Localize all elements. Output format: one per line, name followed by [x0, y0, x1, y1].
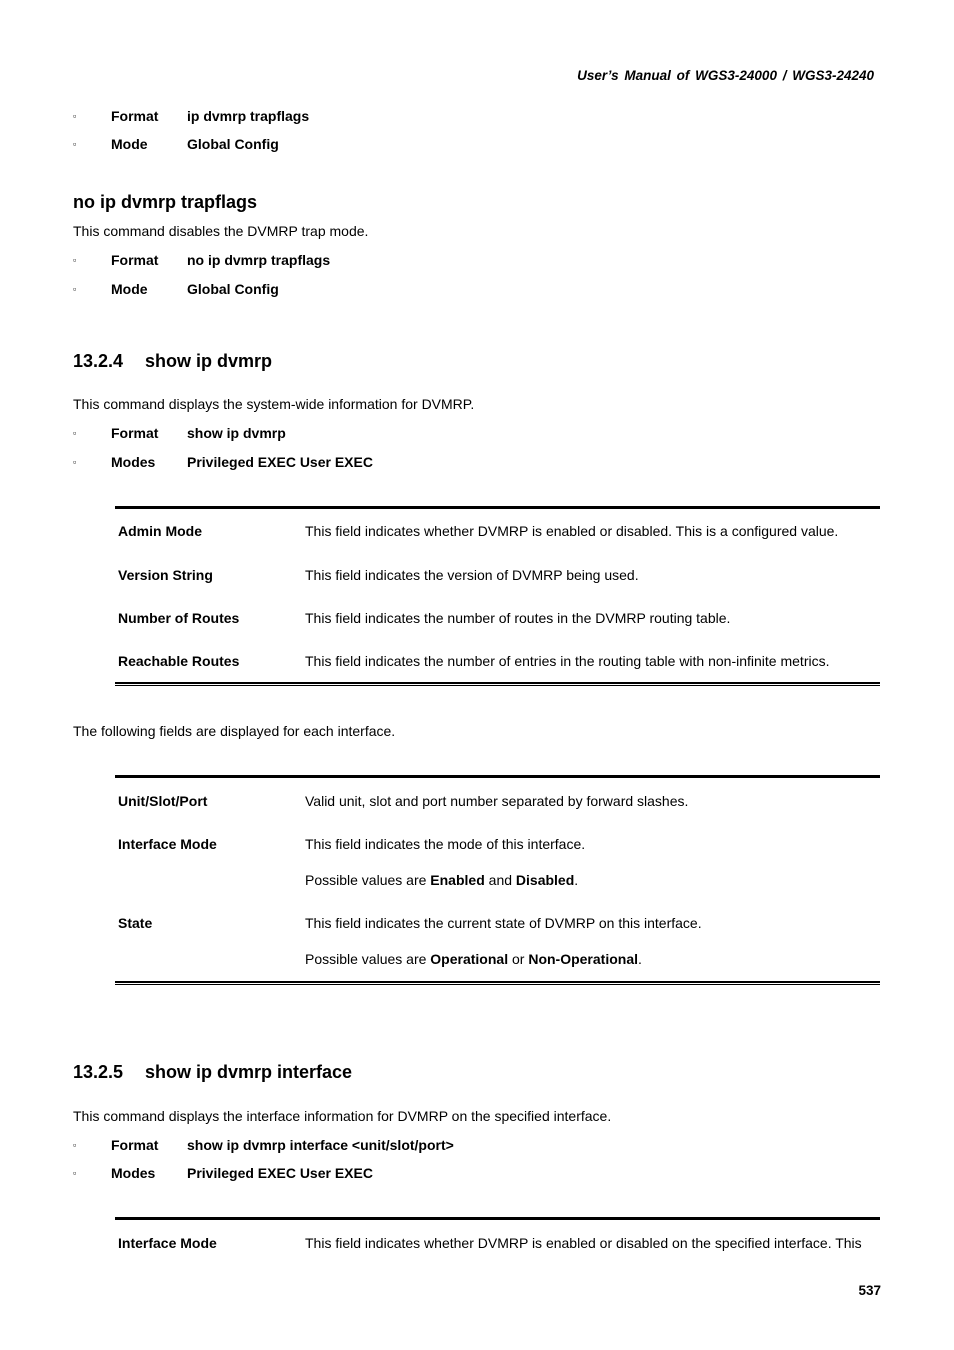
table-top-rule [115, 506, 880, 509]
page-number: 537 [858, 1283, 881, 1298]
bullet-icon: ▫ [73, 255, 77, 265]
mode-label: Mode [111, 281, 148, 297]
table-field-description: This field indicates the current state of DVMRP on this interface. [305, 915, 702, 931]
command-heading: no ip dvmrp trapflags [73, 192, 258, 212]
possible-values: Possible values are Operational or Non-Operational. [305, 951, 642, 967]
mode-value: Global Config [187, 281, 279, 297]
table-field-name: Reachable Routes [118, 653, 240, 669]
format-value: ip dvmrp trapflags [187, 108, 310, 124]
bullet-icon: ▫ [73, 1140, 77, 1150]
section-description: This command displays the interface information for DVMRP on the specified interface. [73, 1108, 612, 1124]
table-field-name: Interface Mode [118, 1235, 217, 1251]
table-top-rule [115, 1217, 880, 1220]
table-field-name: Unit/Slot/Port [118, 793, 208, 809]
bullet-icon: ▫ [73, 1168, 77, 1178]
running-header: User’s Manual of WGS3-24000 / WGS3-24240 [577, 68, 874, 83]
format-label: Format [111, 108, 159, 124]
interface-fields-intro: The following fields are displayed for each interface. [73, 723, 396, 739]
table-top-rule [115, 775, 880, 778]
table-field-name: Admin Mode [118, 523, 202, 539]
table-field-description: Valid unit, slot and port number separated by forward slashes. [305, 793, 689, 809]
table-bottom-rule [115, 682, 880, 686]
bullet-icon: ▫ [73, 457, 77, 467]
section-number: 13.2.4 [73, 351, 124, 371]
format-value: show ip dvmrp interface <unit/slot/port> [187, 1137, 454, 1153]
table-bottom-rule [115, 981, 880, 985]
command-description: This command disables the DVMRP trap mode. [73, 223, 369, 239]
format-label: Format [111, 425, 159, 441]
section-number: 13.2.5 [73, 1062, 124, 1082]
mode-label: Mode [111, 136, 148, 152]
table-field-description: This field indicates whether DVMRP is enabled or disabled on the specified interface. This [305, 1235, 862, 1251]
format-value: no ip dvmrp trapflags [187, 252, 331, 268]
table-field-description: This field indicates the version of DVMRP being used. [305, 567, 639, 583]
modes-label: Modes [111, 454, 156, 470]
table-field-name: Number of Routes [118, 610, 240, 626]
table-field-description: This field indicates the number of routes in the DVMRP routing table. [305, 610, 731, 626]
modes-value: Privileged EXEC User EXEC [187, 454, 373, 470]
section-description: This command displays the system-wide information for DVMRP. [73, 396, 475, 412]
modes-label: Modes [111, 1165, 156, 1181]
bullet-icon: ▫ [73, 111, 77, 121]
table-field-description: This field indicates the number of entries in the routing table with non-infinite metrics. [305, 653, 830, 669]
table-field-name: Version String [118, 567, 213, 583]
bullet-icon: ▫ [73, 428, 77, 438]
format-label: Format [111, 252, 159, 268]
section-heading [73, 1062, 352, 1083]
modes-value: Privileged EXEC User EXEC [187, 1165, 373, 1181]
possible-values: Possible values are Enabled and Disabled. [305, 872, 579, 888]
section-title: show ip dvmrp interface [145, 1062, 353, 1082]
format-label: Format [111, 1137, 159, 1153]
bullet-icon: ▫ [73, 284, 77, 294]
table-field-description: This field indicates whether DVMRP is enabled or disabled. This is a configured value. [305, 523, 839, 539]
table-field-description: This field indicates the mode of this interface. [305, 836, 586, 852]
table-field-name: State [118, 915, 153, 931]
mode-value: Global Config [187, 136, 279, 152]
bullet-icon: ▫ [73, 139, 77, 149]
format-value: show ip dvmrp [187, 425, 286, 441]
section-heading [73, 351, 272, 372]
section-title: show ip dvmrp [145, 351, 273, 371]
table-field-name: Interface Mode [118, 836, 217, 852]
